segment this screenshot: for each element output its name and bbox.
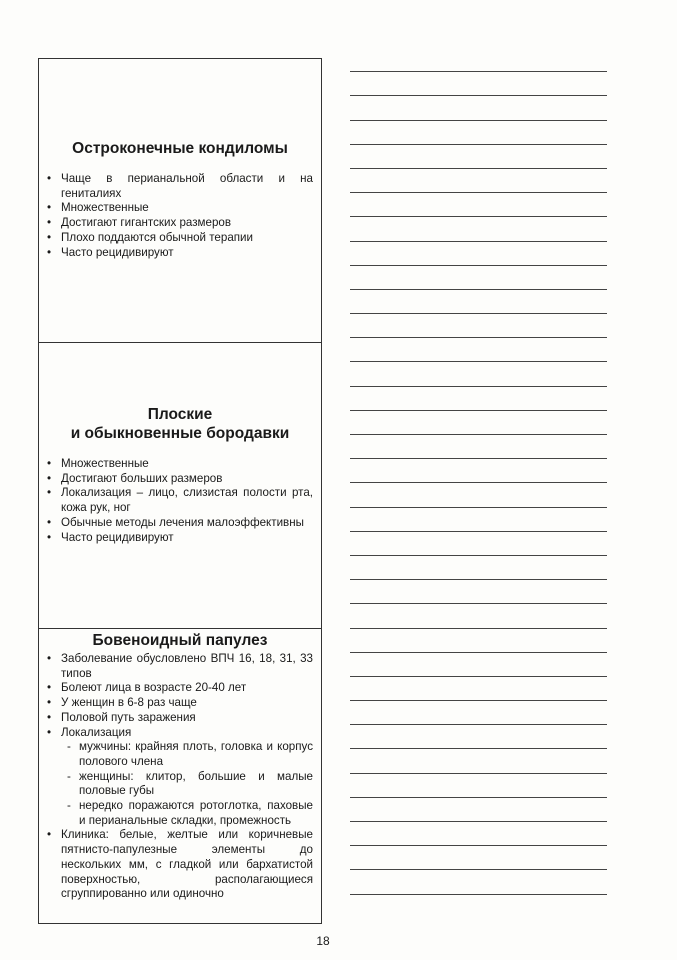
bullet-list (47, 457, 313, 545)
sub-item: - нередко поражаются ротоглотка, паховые и перианальные складки, промежность (63, 799, 313, 828)
bullet-item (47, 726, 313, 829)
note-line (350, 604, 607, 628)
bullet-item (47, 828, 313, 902)
note-line (350, 677, 607, 701)
bullet-item (47, 472, 313, 487)
note-line (350, 121, 607, 145)
bullet-text: У женщин в 6-8 раз чаще (61, 696, 197, 710)
bullet-text: Обычные методы лечения малоэффективны (61, 515, 304, 529)
note-line (350, 822, 607, 846)
note-line (350, 96, 607, 120)
note-line (350, 749, 607, 773)
bullet-text: Плохо поддаются обычной терапии (61, 230, 254, 244)
slide-title-line: Плоские (147, 406, 213, 423)
note-line (350, 193, 607, 217)
note-line (350, 629, 607, 653)
bullet-item (47, 172, 313, 201)
note-line (350, 290, 607, 314)
bullet-text: Множественные (61, 201, 149, 215)
slide-3 (39, 629, 321, 923)
note-line (350, 242, 607, 266)
bullet-item (47, 486, 313, 515)
slide-title (47, 343, 313, 443)
note-line (350, 48, 607, 72)
note-line (350, 362, 607, 386)
note-line (350, 580, 607, 604)
note-line (350, 725, 607, 749)
note-line (350, 435, 607, 459)
page-number: 18 (316, 934, 330, 948)
bullet-item (47, 696, 313, 711)
bullet-item (47, 457, 313, 472)
note-line (350, 169, 607, 193)
bullet-text: Заболевание обусловлено ВПЧ 16, 18, 31, 33 типов (61, 652, 313, 680)
slide-title-line: Остроконечные кондиломы (72, 140, 288, 157)
slide-title-line: Бовеноидный папулез (92, 632, 268, 649)
bullet-text: Клиника: белые, желтые или коричневые пятнисто-папулезные элементы до нескольких мм, с гладкой или бархатистой поверхностью, располагающиеся сгруппированно или одиночно (61, 828, 313, 901)
note-line (350, 145, 607, 169)
bullet-text: Болеют лица в возрасте 20-40 лет (61, 681, 247, 695)
note-line (350, 846, 607, 870)
bullet-item (47, 681, 313, 696)
note-line (350, 72, 607, 96)
bullet-text: Локализация – лицо, слизистая полости рта, кожа рук, ног (61, 486, 313, 515)
note-line (350, 532, 607, 556)
bullet-text: Часто рецидивируют (61, 530, 174, 544)
note-line (350, 314, 607, 338)
note-line (350, 483, 607, 507)
sub-item: - мужчины: крайняя плоть, головка и корпус полового члена (63, 740, 313, 769)
bullet-text: Половой путь заражения (61, 710, 196, 724)
note-line (350, 459, 607, 483)
note-line (350, 411, 607, 435)
bullet-item (47, 531, 313, 546)
note-line (350, 508, 607, 532)
note-line (350, 798, 607, 822)
sub-list (61, 740, 313, 828)
notes-lines (350, 48, 607, 895)
bullet-item (47, 201, 313, 216)
bullet-item (47, 711, 313, 726)
bullet-list (47, 652, 313, 902)
bullet-text: Множественные (61, 457, 149, 470)
note-line (350, 387, 607, 411)
bullet-text: Локализация (61, 725, 132, 739)
note-line (350, 556, 607, 580)
bullet-item (47, 516, 313, 531)
sub-item: - женщины: клитор, большие и малые половые губы (63, 770, 313, 799)
slides-column (38, 58, 322, 924)
bullet-text: Чаще в перианальной области и на гениталиях (61, 172, 313, 200)
note-line (350, 653, 607, 677)
note-line (350, 701, 607, 725)
slide-title-line: и обыкновенные бородавки (70, 425, 290, 442)
bullet-list (47, 172, 313, 260)
slide-title (47, 629, 313, 650)
note-line (350, 774, 607, 798)
bullet-item (47, 246, 313, 261)
slide-title (47, 59, 313, 158)
bullet-text: Достигают больших размеров (61, 471, 223, 485)
note-line (350, 217, 607, 241)
bullet-item (47, 231, 313, 246)
slide-1 (39, 59, 321, 343)
note-line (350, 266, 607, 290)
bullet-text: Часто рецидивируют (61, 245, 174, 259)
bullet-item (47, 652, 313, 681)
note-line (350, 870, 607, 894)
bullet-item (47, 216, 313, 231)
slide-2 (39, 343, 321, 629)
bullet-text: Достигают гигантских размеров (61, 216, 232, 230)
note-line (350, 338, 607, 362)
